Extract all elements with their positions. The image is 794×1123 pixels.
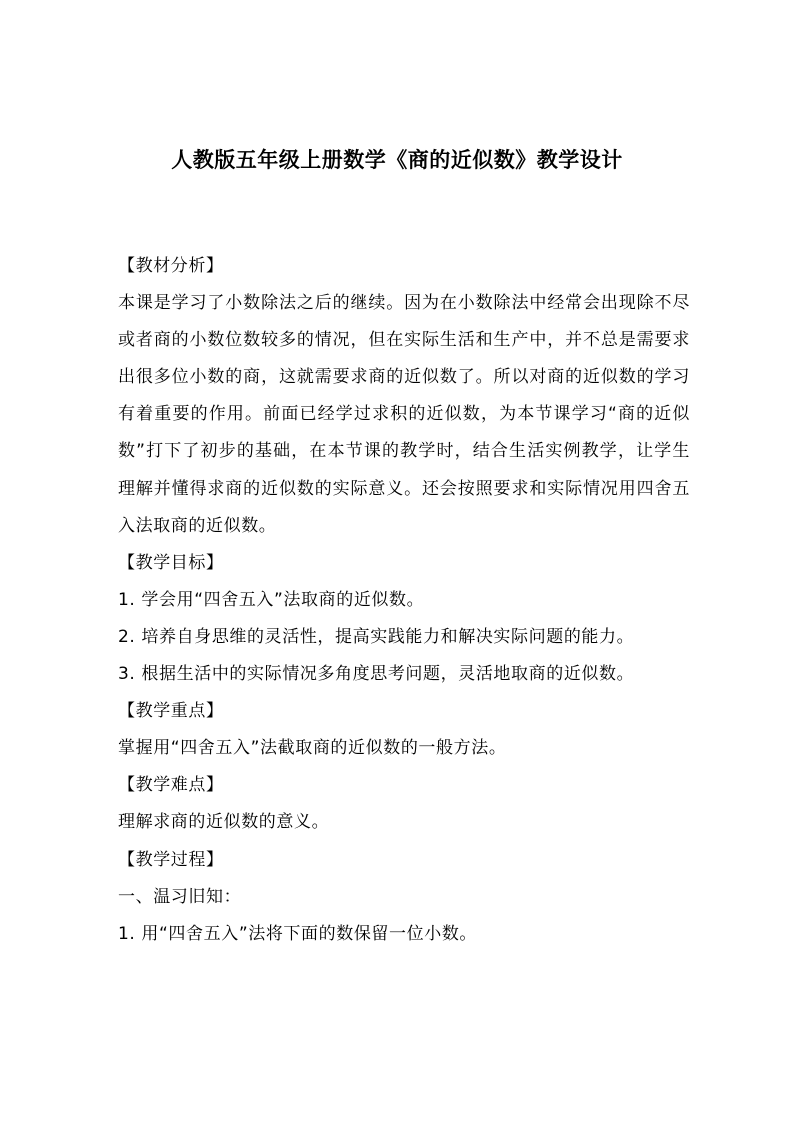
goal-item-1: 1. 学会用“四舍五入”法取商的近似数。 <box>118 589 425 610</box>
analysis-paragraph: 本课是学习了小数除法之后的继续。因为在小数除法中经常会出现除不尽或者商的小数位数较多的情况，但在实际生活和生产中，并不总是需要求出很多位小数的商，这就需要求商的近似数了。所以对商的近似数的学习有着重要的作用。前面已经学过求积的近似数，为本节课学习“商的近似数”打下了初步的基础，在本节课的教学时，结合生活实例教学，让学生理解并懂得求商的近似数的实际意义。还会按照要求和实际情况用四舍五入法取商的近似数。 <box>118 293 690 536</box>
difficulty-paragraph: 理解求商的近似数的意义。 <box>118 812 330 833</box>
section-heading-key: 【教学重点】 <box>118 701 224 722</box>
document-title: 人教版五年级上册数学《商的近似数》教学设计 <box>171 148 623 172</box>
goal-item-3: 3. 根据生活中的实际情况多角度思考问题，灵活地取商的近似数。 <box>118 664 635 685</box>
section-heading-process: 【教学过程】 <box>118 849 224 870</box>
document-body <box>118 248 690 953</box>
goal-item-2: 2. 培养自身思维的灵活性，提高实践能力和解决实际问题的能力。 <box>118 626 635 647</box>
section-heading-analysis: 【教材分析】 <box>118 256 224 276</box>
section-heading-difficulty: 【教学难点】 <box>118 775 224 796</box>
section-heading-goals: 【教学目标】 <box>118 552 224 573</box>
process-step-1: 一、温习旧知： <box>118 886 242 907</box>
key-paragraph: 掌握用“四舍五入”法截取商的近似数的一般方法。 <box>118 738 507 759</box>
process-item-1: 1. 用“四舍五入”法将下面的数保留一位小数。 <box>118 923 478 944</box>
